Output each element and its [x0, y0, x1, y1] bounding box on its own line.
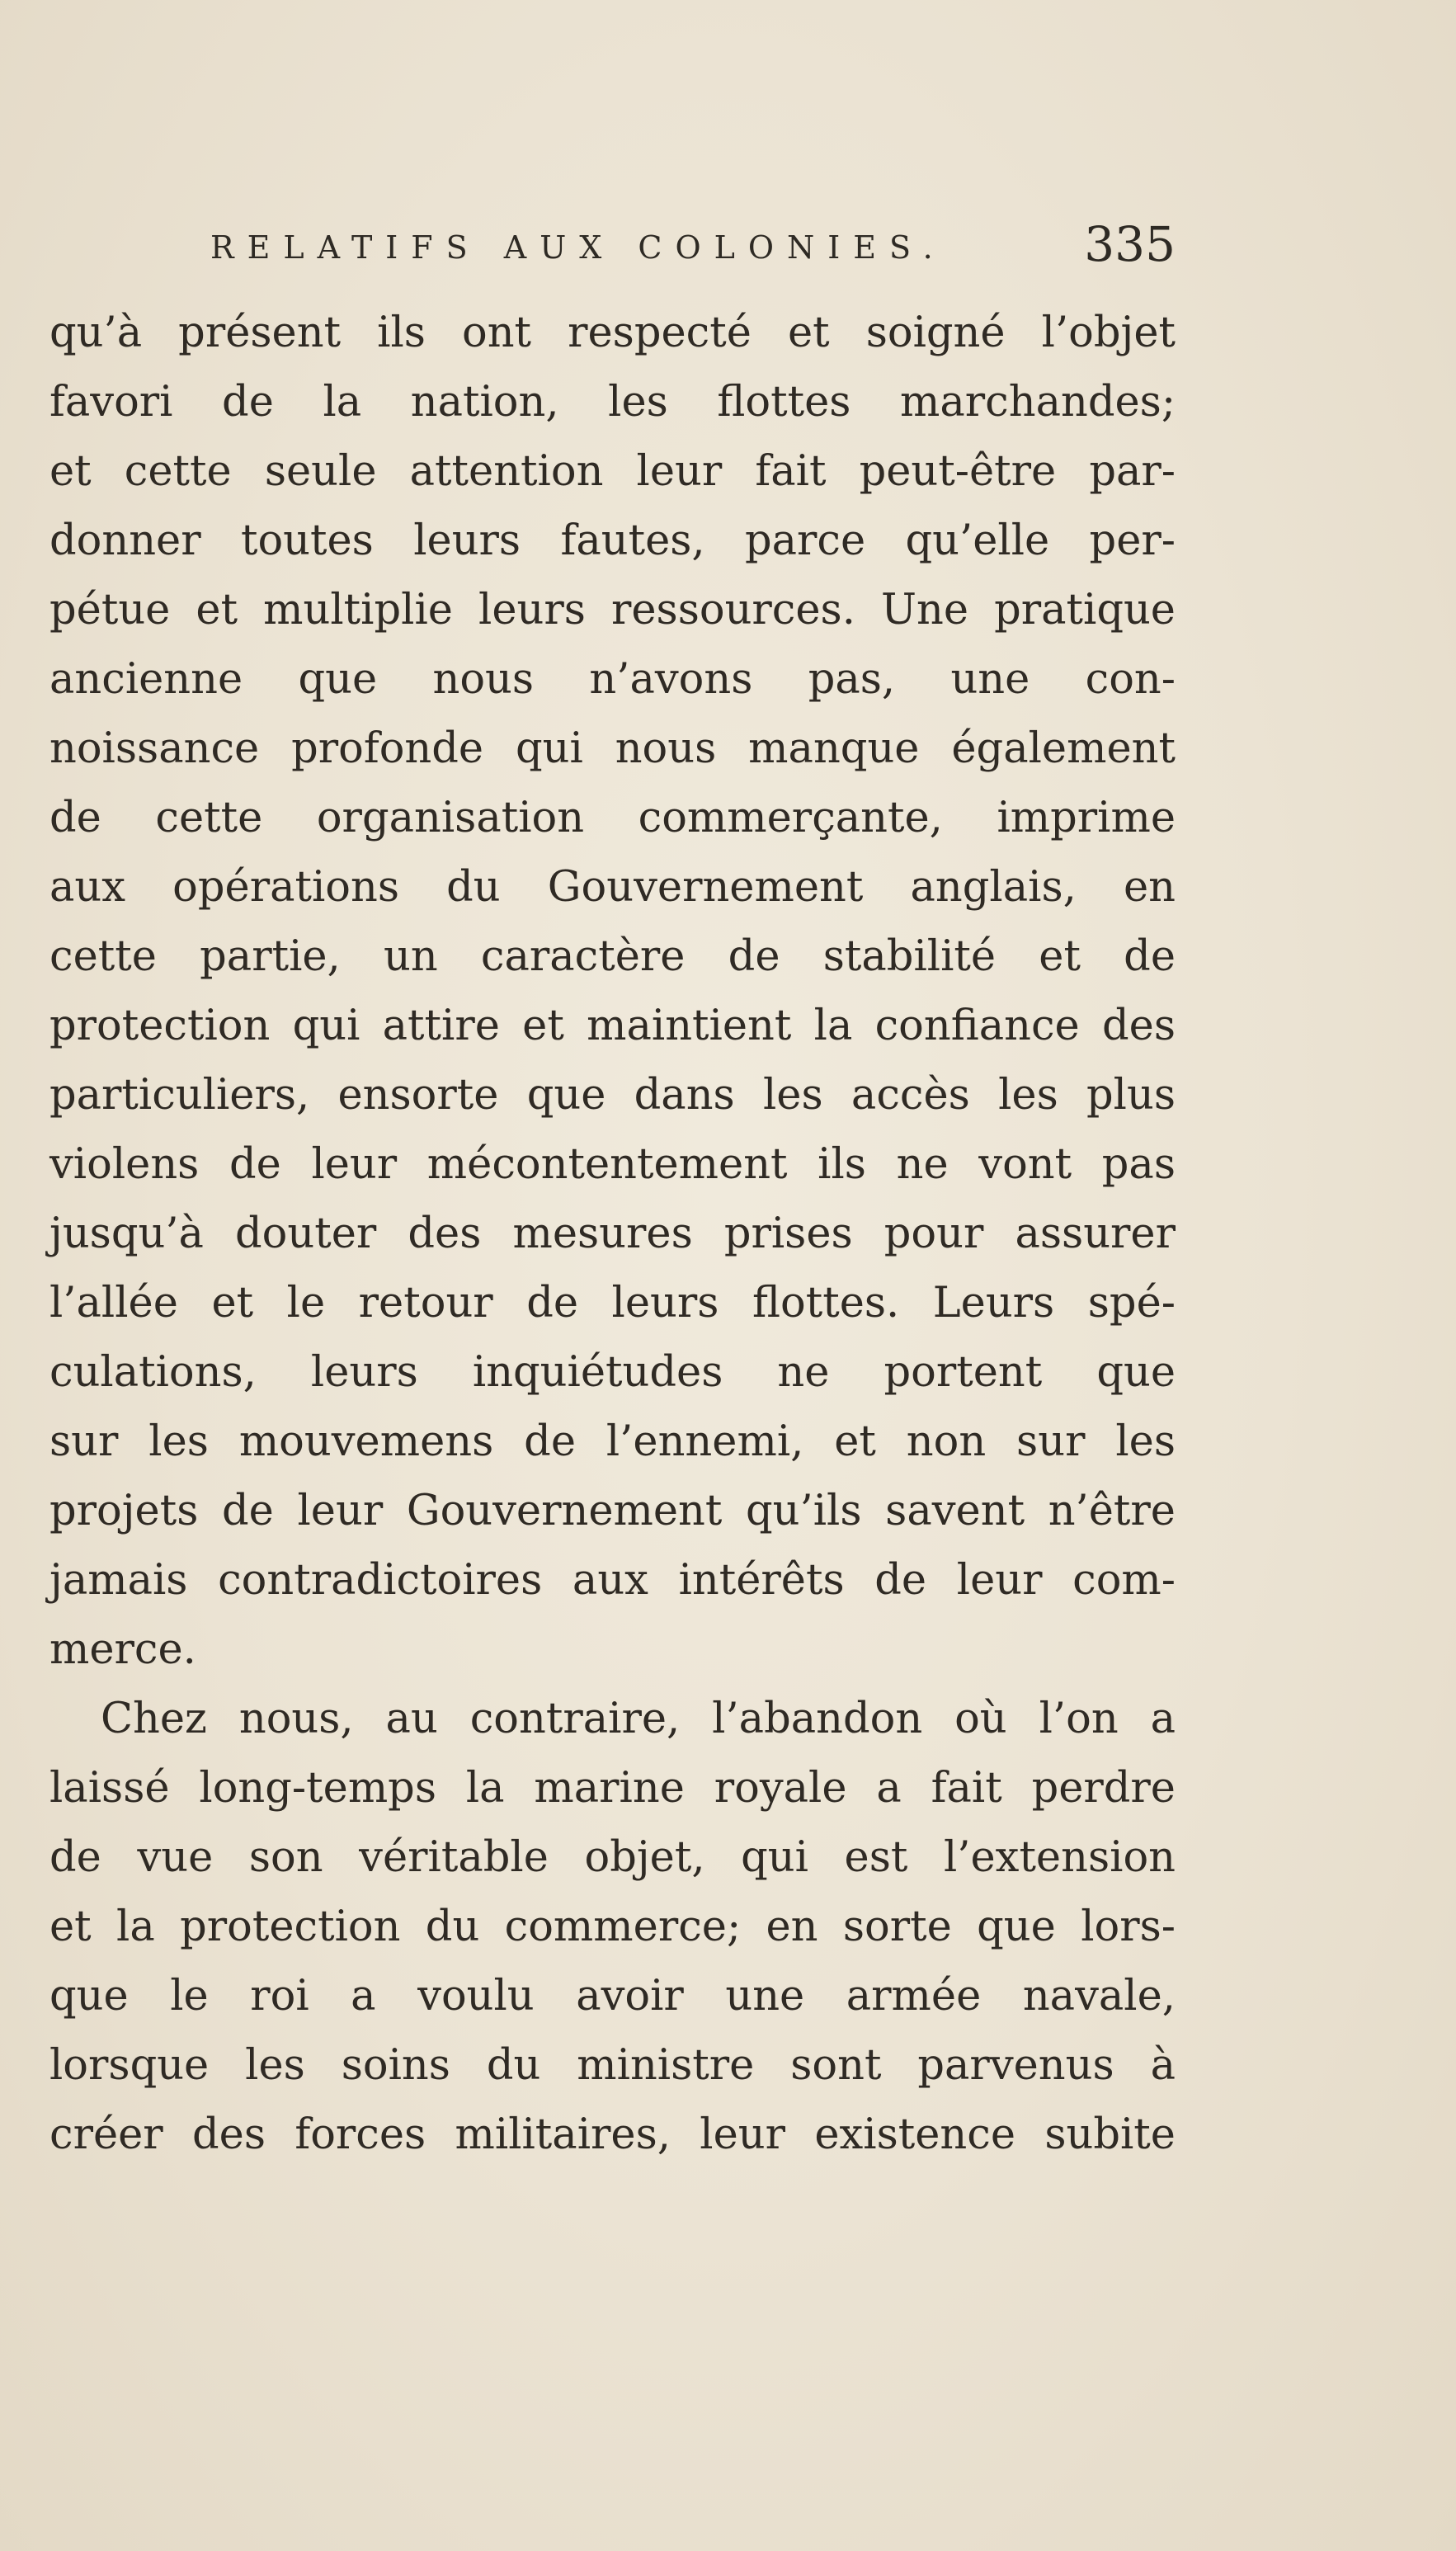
text-line: cette partie, un caractère de stabilité et de	[49, 932, 1176, 981]
text-line: l’allée et le retour de leurs flottes. Leurs spé-	[49, 1279, 1176, 1327]
text-line: et cette seule attention leur fait peut-être par-	[49, 447, 1176, 496]
body-text	[49, 299, 1176, 2170]
text-line: qu’à présent ils ont respecté et soigné l’objet	[49, 309, 1176, 357]
text-line: créer des forces militaires, leur existence subite	[49, 2110, 1176, 2159]
text-line: noissance profonde qui nous manque également	[49, 724, 1176, 773]
text-line: ancienne que nous n’avons pas, une con-	[49, 655, 1176, 704]
text-line: de cette organisation commerçante, imprime	[49, 794, 1176, 842]
running-title: RELATIFS AUX COLONIES.	[210, 229, 946, 266]
text-line: aux opérations du Gouvernement anglais, en	[49, 863, 1176, 912]
page-number: 335	[1084, 216, 1176, 272]
text-line: et la protection du commerce; en sorte que lors-	[49, 1903, 1176, 1951]
text-line: donner toutes leurs fautes, parce qu’elle per-	[49, 516, 1176, 565]
text-line: jusqu’à douter des mesures prises pour assurer	[49, 1209, 1176, 1258]
text-line: pétue et multiplie leurs ressources. Une pratique	[49, 586, 1176, 634]
text-line: laissé long-temps la marine royale a fait perdre	[49, 1764, 1176, 1813]
text-line: lorsque les soins du ministre sont parvenus à	[49, 2041, 1176, 2090]
text-line: que le roi a voulu avoir une armée navale,	[49, 1972, 1176, 2021]
text-line: violens de leur mécontentement ils ne vont pas	[49, 1140, 1176, 1189]
text-line: favori de la nation, les flottes marchandes;	[49, 378, 1176, 427]
text-line: sur les mouvemens de l’ennemi, et non sur les	[49, 1417, 1176, 1466]
running-head	[210, 216, 1176, 274]
text-line: particuliers, ensorte que dans les accès les plus	[49, 1071, 1176, 1120]
text-line: projets de leur Gouvernement qu’ils savent n’être	[49, 1487, 1176, 1535]
text-line: de vue son véritable objet, qui est l’extension	[49, 1833, 1176, 1882]
text-line: protection qui attire et maintient la confiance des	[49, 1002, 1176, 1050]
text-line: culations, leurs inquiétudes ne portent que	[49, 1348, 1176, 1397]
paragraph-end-line: merce.	[49, 1625, 196, 1674]
paragraph-start-line: Chez nous, au contraire, l’abandon où l’on a	[101, 1695, 1176, 1743]
text-line: jamais contradictoires aux intérêts de leur com-	[49, 1556, 1176, 1605]
